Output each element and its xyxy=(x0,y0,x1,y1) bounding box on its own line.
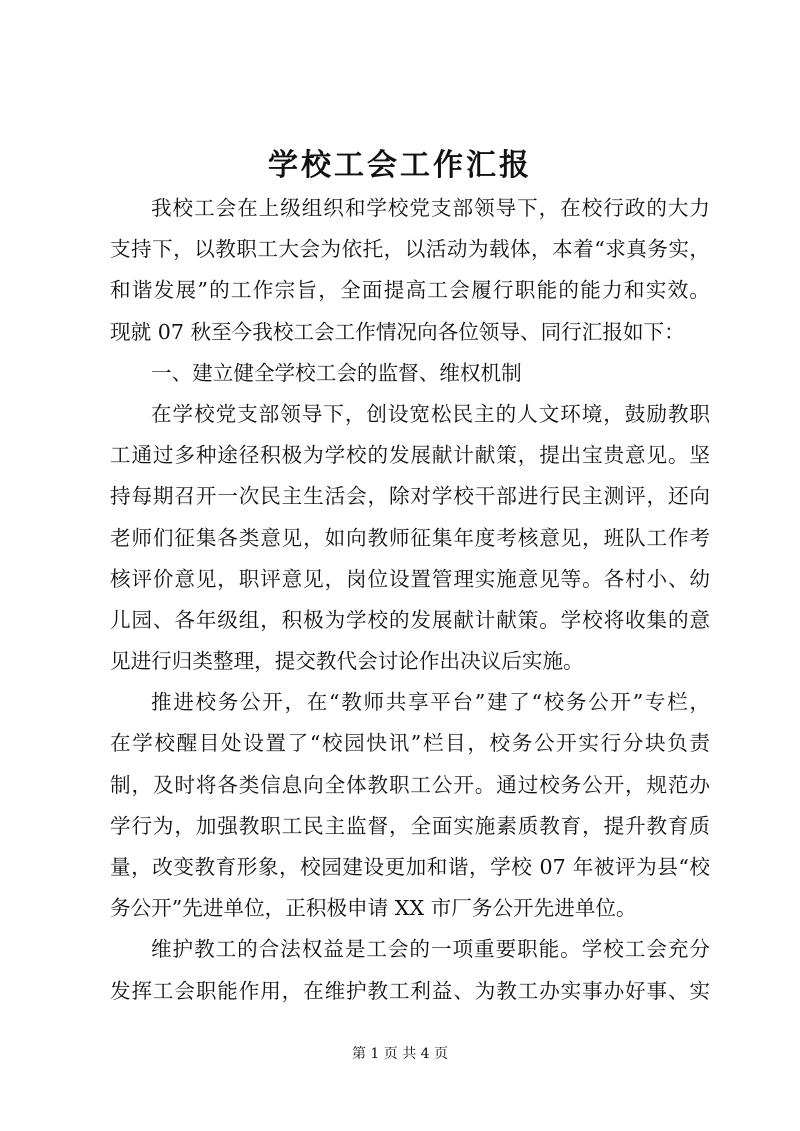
text-line: 儿园、各年级组，积极为学校的发展献计献策。学校将收集的意 xyxy=(110,607,710,632)
text-line: 持每期召开一次民主生活会，除对学校干部进行民主测评，还向 xyxy=(110,484,710,509)
text-line: 量，改变教育形象，校园建设更加和谐，学校 07 年被评为县“校 xyxy=(110,855,710,879)
section-heading: 一、建立健全学校工会的监督、维权机制 xyxy=(151,360,522,385)
text-line: 和谐发展”的工作宗旨，全面提高工会履行职能的能力和实效。 xyxy=(110,278,710,303)
text-line: 现就 07 秋至今我校工会工作情况向各位领导、同行汇报如下： xyxy=(110,319,685,344)
document-body xyxy=(110,188,710,1012)
text-line: 维护教工的合法权益是工会的一项重要职能。学校工会充分 xyxy=(151,937,710,962)
page-title: 学校工会工作汇报 xyxy=(268,148,532,183)
text-line: 支持下，以教职工大会为依托，以活动为载体，本着“求真务实， xyxy=(110,237,710,262)
text-line: 务公开”先进单位，正积极申请 XX 市厂务公开先进单位。 xyxy=(110,896,637,921)
text-line: 发挥工会职能作用，在维护教工利益、为教工办实事办好事、实 xyxy=(110,978,710,1003)
text-line: 推进校务公开，在“教师共享平台”建了“校务公开”专栏， xyxy=(151,690,710,715)
page-footer: 第 1 页 共 4 页 xyxy=(351,1046,449,1062)
text-line: 在学校醒目处设置了“校园快讯”栏目，校务公开实行分块负责 xyxy=(110,731,710,756)
text-line: 学行为，加强教职工民主监督，全面实施素质教育，提升教育质 xyxy=(110,813,710,838)
text-line: 制，及时将各类信息向全体教职工公开。通过校务公开，规范办 xyxy=(110,772,710,797)
text-line: 见进行归类整理，提交教代会讨论作出决议后实施。 xyxy=(110,649,584,674)
text-line: 工通过多种途径积极为学校的发展献计献策，提出宝贵意见。坚 xyxy=(110,443,710,468)
text-line: 我校工会在上级组织和学校党支部领导下，在校行政的大力 xyxy=(151,196,710,220)
text-line: 在学校党支部领导下，创设宽松民主的人文环境，鼓励教职 xyxy=(151,401,710,426)
text-line: 核评价意见，职评意见，岗位设置管理实施意见等。各村小、幼 xyxy=(110,566,710,591)
text-line: 老师们征集各类意见，如向教师征集年度考核意见，班队工作考 xyxy=(110,525,710,550)
